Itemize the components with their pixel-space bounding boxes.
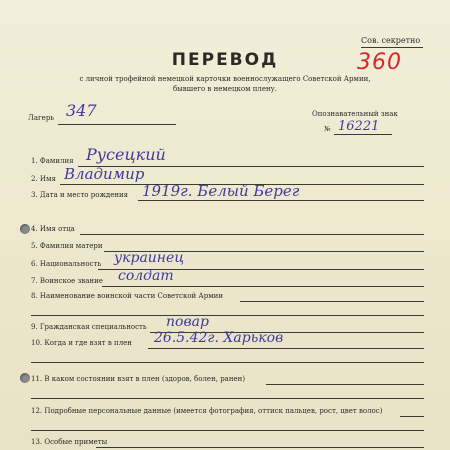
field-value-name: Владимир	[64, 165, 145, 183]
field-line-unit	[240, 301, 424, 302]
field-label-rank: 7. Воинское звание	[31, 277, 103, 285]
field-line-personal-data	[400, 416, 424, 417]
field-line-unit-2	[31, 315, 424, 316]
field-line-captured-2	[31, 362, 424, 363]
punch-hole-top	[20, 224, 30, 234]
field-value-surname: Русецкий	[86, 145, 166, 164]
field-label-special-marks: 13. Особые приметы	[31, 438, 108, 446]
field-label-mother-surname: 5. Фамилия матери	[31, 242, 103, 250]
field-label-father-name: 4. Имя отца	[31, 225, 75, 233]
field-value-nationality: украинец	[114, 250, 185, 266]
id-mark-label: Опознавательный знак	[312, 110, 398, 118]
stamp-number: 360	[357, 50, 402, 75]
field-label-nationality: 6. Национальность	[31, 260, 102, 268]
field-value-civil-specialty: повар	[166, 314, 209, 330]
classification-underline	[361, 47, 423, 48]
field-label-surname: 1. Фамилия	[31, 157, 74, 165]
classification-label: Сов. секретно	[361, 36, 421, 45]
punch-hole-bottom	[20, 373, 30, 383]
field-value-birth: 1919г. Белый Берег	[142, 182, 300, 200]
id-mark-value: 16221	[338, 119, 380, 134]
id-mark-prefix: №	[324, 125, 331, 133]
field-label-condition: 11. В каком состоянии взят в плен (здоров, болен, ранен)	[31, 375, 246, 383]
field-line-captured	[148, 348, 424, 349]
field-label-birth: 3. Дата и место рождения	[31, 191, 129, 199]
field-line-rank	[102, 286, 424, 287]
field-line-father-name	[80, 234, 424, 235]
camp-line	[58, 124, 176, 125]
field-label-civil-specialty: 9. Гражданская специальность	[31, 323, 147, 331]
field-label-name: 2. Имя	[31, 175, 56, 183]
field-line-birth	[138, 200, 424, 201]
camp-label: Лагерь	[28, 114, 55, 122]
field-label-captured: 10. Когда и где взят в плен	[31, 339, 132, 347]
document-title: ПЕРЕВОД	[171, 50, 279, 70]
camp-value: 347	[66, 101, 97, 120]
field-line-personal-data-2	[31, 430, 424, 431]
field-line-special-marks	[96, 447, 424, 448]
subtitle-line-2: бывшего в немецком плену.	[172, 85, 278, 93]
field-value-rank: солдат	[118, 268, 174, 284]
field-label-unit: 8. Наименование воинской части Советской Армии	[31, 292, 223, 300]
field-label-personal-data: 12. Подробные персональные данные (имеется фотография, оттиск пальцев, рост, цвет волос)	[31, 407, 383, 415]
field-line-condition	[266, 384, 424, 385]
id-mark-line	[334, 134, 392, 135]
field-line-condition-2	[31, 398, 424, 399]
field-value-captured: 26.5.42г. Харьков	[154, 330, 284, 346]
subtitle-line-1: с личной трофейной немецкой карточки военнослужащего Советской Армии,	[79, 75, 371, 83]
document-subtitle	[0, 74, 450, 94]
